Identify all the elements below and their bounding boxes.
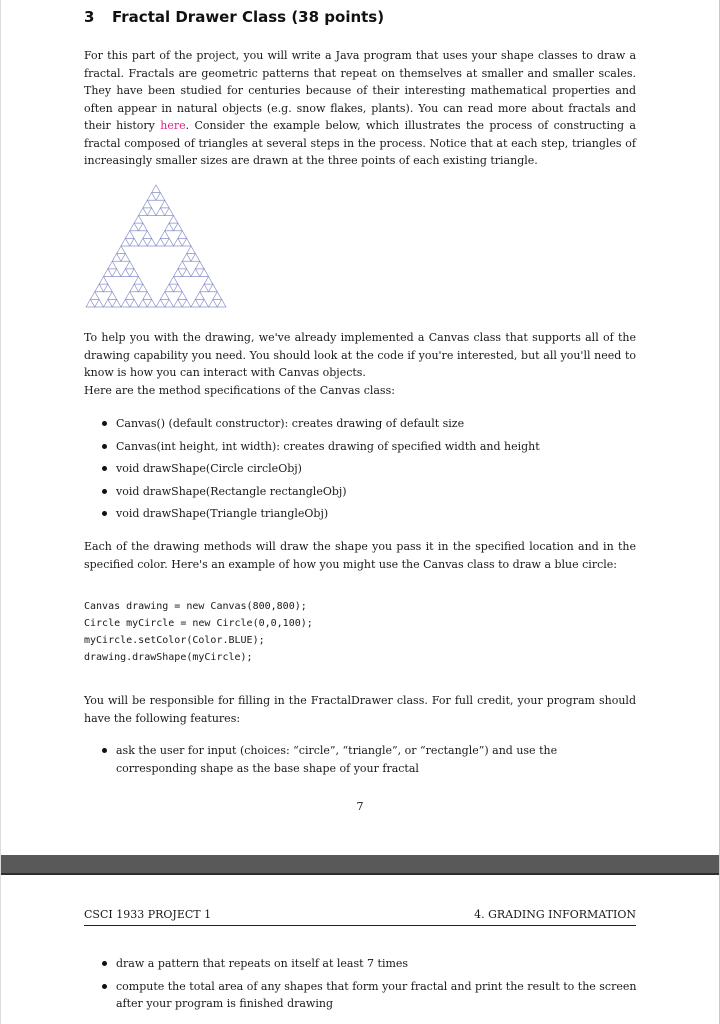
- fractal-triangle: [147, 299, 156, 307]
- fractal-triangle: [143, 200, 152, 208]
- fractal-triangle: [139, 299, 148, 307]
- fractal-triangle: [178, 292, 187, 300]
- fractal-triangle: [209, 299, 218, 307]
- bullet-icon: [102, 511, 107, 516]
- fractal-triangle: [174, 284, 183, 292]
- code-line: Canvas drawing = new Canvas(800,800);: [84, 601, 307, 612]
- fractal-triangle: [95, 299, 104, 307]
- fractal-triangle: [165, 223, 174, 231]
- bullet-icon: [102, 489, 107, 494]
- fractal-triangle: [95, 284, 104, 292]
- canvas-paragraph: [84, 329, 636, 399]
- fractal-triangle: [90, 292, 99, 300]
- fractal-triangle: [195, 292, 204, 300]
- fractal-triangle: [147, 238, 156, 246]
- bullet-icon: [102, 444, 107, 449]
- fractal-triangle: [160, 292, 169, 300]
- code-line: drawing.drawShape(myCircle);: [84, 652, 253, 663]
- fractal-triangle: [156, 193, 165, 201]
- fractal-triangle: [217, 299, 226, 307]
- viewer-edge-left: [0, 0, 1, 1024]
- list-item: draw a pattern that repeats on itself at least 7 times: [100, 955, 640, 973]
- fractal-triangle: [125, 261, 134, 269]
- fractal-triangle: [125, 292, 134, 300]
- features-list-page8: [100, 955, 640, 1018]
- code-line: myCircle.setColor(Color.BLUE);: [84, 635, 265, 646]
- fractal-triangle: [130, 284, 139, 292]
- fractal-triangle: [152, 185, 161, 193]
- fractal-triangle: [204, 277, 213, 285]
- fractal-triangle: [139, 223, 148, 231]
- fractal-triangle: [191, 254, 200, 262]
- fractal-triangle: [160, 200, 169, 208]
- fractal-triangle: [200, 299, 209, 307]
- fractal-triangle: [86, 299, 95, 307]
- page-separator: [0, 855, 720, 873]
- fractal-triangle: [200, 269, 209, 277]
- fractal-triangle: [117, 246, 126, 254]
- fractal-triangle: [130, 238, 139, 246]
- fractal-triangle: [125, 231, 134, 239]
- fractal-triangle: [99, 277, 108, 285]
- intro-text-after: . Consider the example below, which illustrates the process of constructing a fractal composed of triangles at several steps in the process. Notice that at each step, triangles of increasingly smaller sizes are drawn at the three points of each existing triangle.: [84, 119, 636, 167]
- list-item: void drawShape(Triangle triangleObj): [100, 505, 640, 523]
- fractal-triangle: [112, 269, 121, 277]
- fractal-triangle: [165, 299, 174, 307]
- code-line: Circle myCircle = new Circle(0,0,100);: [84, 618, 313, 629]
- intro-paragraph: [84, 47, 636, 170]
- fractal-triangle: [104, 269, 113, 277]
- fractal-triangle: [213, 292, 222, 300]
- fractal-triangle: [200, 284, 209, 292]
- fractal-triangle: [112, 254, 121, 262]
- fractal-triangle: [130, 269, 139, 277]
- fractal-triangle: [165, 238, 174, 246]
- fractal-triangle: [156, 238, 165, 246]
- draw-paragraph: Each of the drawing methods will draw the shape you pass it in the specified location and in the specified color. Here's an example of how you might use the Canvas class to draw a blue circle:: [84, 540, 636, 571]
- fractal-triangle: [134, 216, 143, 224]
- canvas-methods-list: [100, 415, 640, 528]
- fractal-triangle: [165, 284, 174, 292]
- code-example: [84, 598, 313, 666]
- fractal-triangle: [112, 299, 121, 307]
- fractal-triangle: [174, 269, 183, 277]
- fractal-triangle: [191, 269, 200, 277]
- fractal-triangle: [169, 277, 178, 285]
- list-item: void drawShape(Circle circleObj): [100, 460, 640, 478]
- fractal-triangle: [160, 231, 169, 239]
- list-item: ask the user for input (choices: “circle”, “triangle”, or “rectangle”) and use the corresponding shape as the base shape of your fractal: [100, 742, 640, 777]
- fractal-triangle: [156, 299, 165, 307]
- running-header: [84, 908, 636, 926]
- fractal-triangle: [121, 269, 130, 277]
- fractal-triangle: [182, 254, 191, 262]
- list-item: void drawShape(Rectangle rectangleObj): [100, 483, 640, 501]
- bullet-icon: [102, 421, 107, 426]
- fractal-triangle: [104, 284, 113, 292]
- fractal-triangle: [187, 246, 196, 254]
- fractal-triangle: [178, 261, 187, 269]
- fractal-triangle: [121, 238, 130, 246]
- bullet-icon: [102, 466, 107, 471]
- fractal-triangle: [178, 231, 187, 239]
- fractal-triangle: [139, 284, 148, 292]
- fractal-triangle: [134, 277, 143, 285]
- running-header-left: CSCI 1933 PROJECT 1: [84, 908, 212, 921]
- canvas-text: To help you with the drawing, we've already implemented a Canvas class that supports all of the drawing capability you need. You should look at the code if you're interested, but all you'll need to know is how you can interact with Canvas objects.: [84, 331, 636, 379]
- canvas-spec-line: Here are the method specifications of the Canvas class:: [84, 383, 395, 397]
- fractal-triangle: [130, 299, 139, 307]
- bullet-icon: [102, 961, 107, 966]
- fractal-triangle: [147, 193, 156, 201]
- bullet-icon: [102, 984, 107, 989]
- features-list-page7: [100, 742, 640, 782]
- fractal-triangle: [165, 208, 174, 216]
- fractal-triangle: [139, 208, 148, 216]
- running-header-right: 4. GRADING INFORMATION: [474, 908, 636, 921]
- bullet-icon: [102, 748, 107, 753]
- section-heading: [84, 8, 384, 26]
- sierpinski-triangle-figure: [84, 183, 228, 309]
- section-title: Fractal Drawer Class (38 points): [112, 8, 385, 26]
- fractal-triangle: [191, 299, 200, 307]
- intro-text-before: For this part of the project, you will write a Java program that uses your shape classes to draw a fractal. Fractals are geometric patterns that repeat on themselves at smaller and smaller scales. They have been studied for centuries because of their interesting mathematical properties and often appear in natural objects (e.g. snow flakes, plants). You can read more about fractals and their history: [84, 49, 636, 132]
- fractal-triangle: [209, 284, 218, 292]
- fractal-triangle: [108, 292, 117, 300]
- fractal-triangle: [130, 223, 139, 231]
- fractal-triangle: [169, 216, 178, 224]
- fractal-triangle: [108, 261, 117, 269]
- fractal-triangle: [139, 238, 148, 246]
- list-item: compute the total area of any shapes that form your fractal and print the result to the screen after your program is finished drawing: [100, 978, 640, 1013]
- fractals-link[interactable]: here: [160, 119, 186, 132]
- section-number: 3: [84, 8, 95, 26]
- fractal-triangle: [195, 261, 204, 269]
- fractal-triangle: [143, 292, 152, 300]
- fractal-triangle: [121, 254, 130, 262]
- list-item: Canvas(int height, int width): creates drawing of specified width and height: [100, 438, 640, 456]
- fractal-triangle: [174, 223, 183, 231]
- fractal-triangle: [182, 238, 191, 246]
- fractal-triangle: [104, 299, 113, 307]
- page-number: 7: [356, 800, 364, 813]
- fractal-triangle: [174, 238, 183, 246]
- fractal-triangle: [182, 299, 191, 307]
- fractal-triangle: [147, 208, 156, 216]
- fractal-triangle: [156, 208, 165, 216]
- fractal-triangle: [143, 231, 152, 239]
- fractal-triangle: [121, 299, 130, 307]
- fractal-triangle: [174, 299, 183, 307]
- responsible-paragraph: You will be responsible for filling in the FractalDrawer class. For full credit, your program should have the following features:: [84, 694, 636, 725]
- fractal-triangle: [182, 269, 191, 277]
- list-item: Canvas() (default constructor): creates drawing of default size: [100, 415, 640, 433]
